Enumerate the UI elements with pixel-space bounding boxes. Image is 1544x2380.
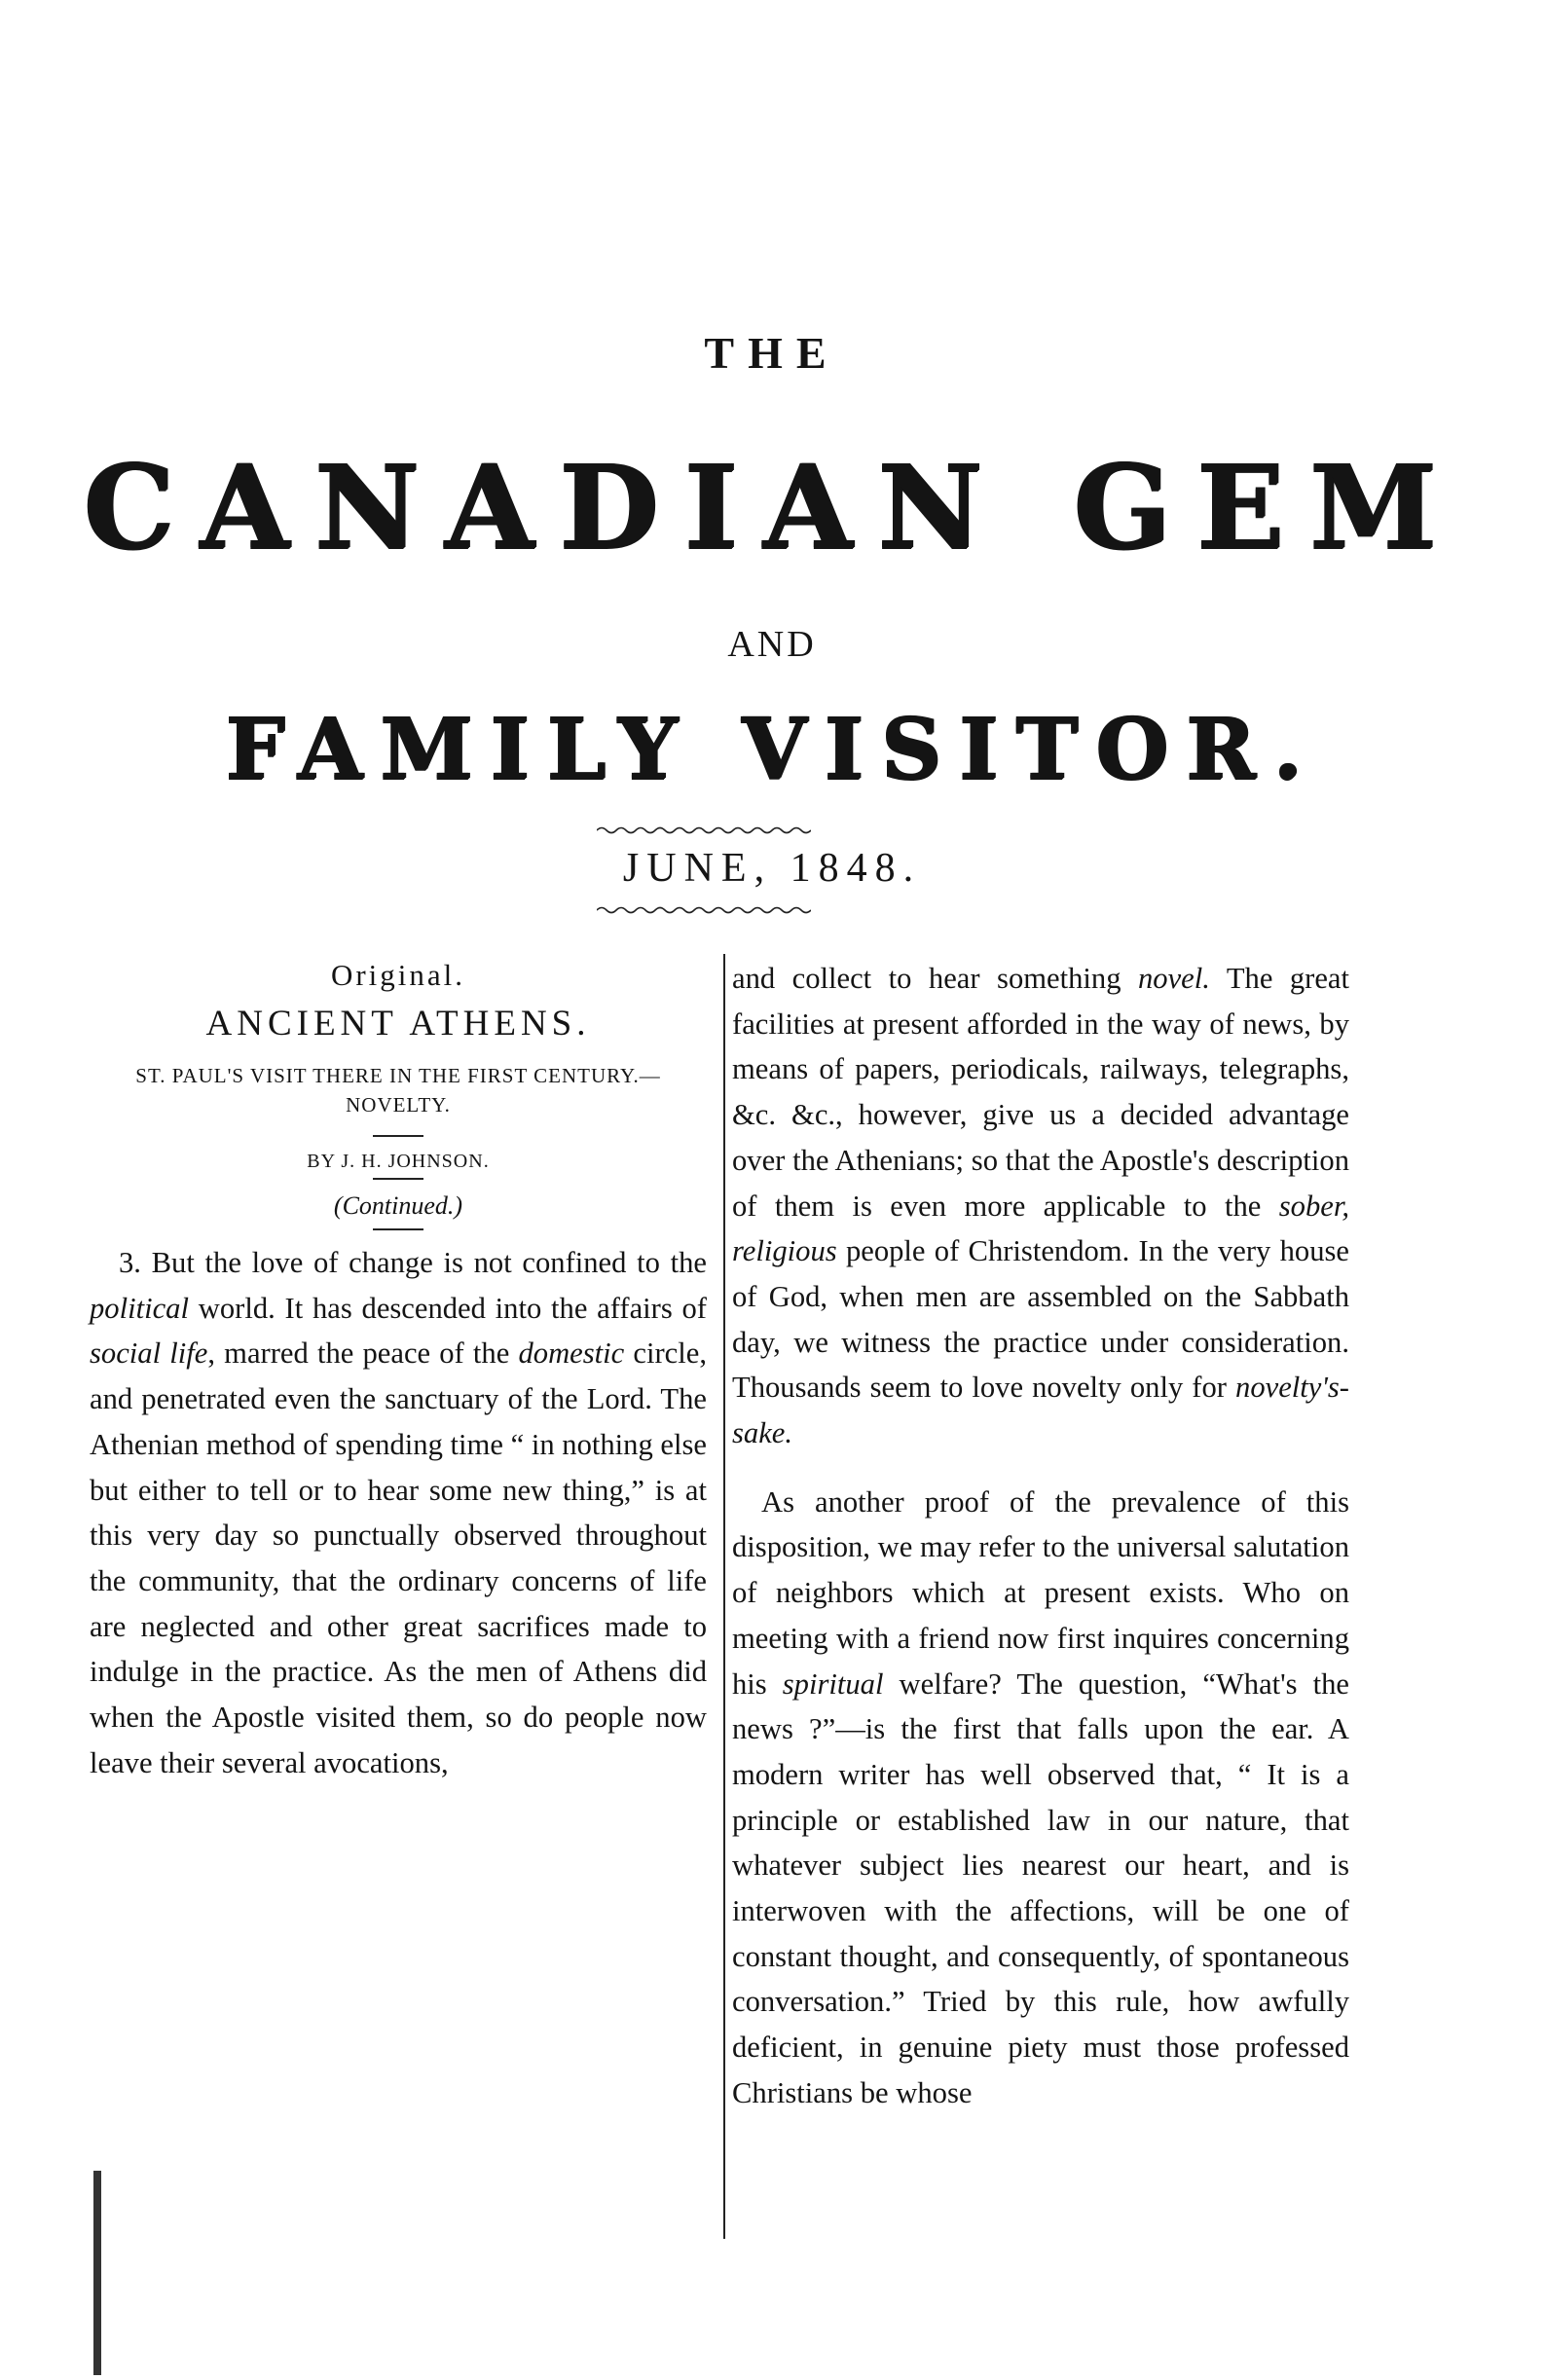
article-title: ANCIENT ATHENS. [205, 1004, 591, 1044]
masthead-and: AND [727, 624, 817, 665]
wavy-rule-top [597, 825, 811, 835]
rule-below-byline [373, 1178, 423, 1180]
paragraph-3-part-1: 3. But the love of change is not confined to the political world. It has descended into the affairs of social life, marred the peace of the domestic circle, and penetrated even the sanctuary of the Lord. The Athenian method of spending time “ in nothing else but either to tell or to hear some new thing,” is at this very day so punctually observed throughout the community, that the ordinary concerns of life are neglected and other great sacrifices made to indulge in the practice. As the men of Athens did when the Apostle visited them, so do people now leave their several avocations, [90, 1246, 707, 1779]
masthead-family-visitor: FAMILY VISITOR. [224, 700, 1320, 798]
right-column [732, 956, 1349, 2116]
article-tag: Original. [330, 958, 466, 992]
paragraph-3-part-2: and collect to hear something novel. The great facilities at present afforded in the way of news, by means of papers, periodicals, railways, telegraphs, &c. &c., however, give us a decided advantage over the Athenians; so that the Apostle's description of them is even more applicable to the sober, religious people of Christendom. In the very house of God, when men are assembled on the Sabbath day, we witness the practice under consideration. Thousands seem to love novelty only for novelty's-sake. [732, 962, 1350, 1450]
rule-below-continued [373, 1228, 423, 1230]
wavy-rule-bottom [597, 905, 811, 915]
article-subtitle: ST. PAUL'S VISIT THERE IN THE FIRST CENTURY.—NOVELTY. [135, 1064, 661, 1117]
column-divider [723, 954, 725, 2239]
rule-above-byline [373, 1135, 423, 1137]
continued-note: (Continued.) [333, 1191, 463, 1220]
masthead-canadian-gem: CANADIAN GEM [82, 439, 1462, 574]
paragraph-4: As another proof of the prevalence of this disposition, we may refer to the universal salutation of neighbors which at present exists. Who on meeting with a friend now first inquires concerning his spiritual welfare? The question, “What's the news ?”—is the first that falls upon the ear. A modern writer has well observed that, “ It is a principle or established law in our nature, that whatever subject lies nearest our heart, and is interwoven with the affections, will be one of constant thought, and consequently, of spontaneous conversation.” Tried by this rule, how awfully deficient, in genuine piety must those professed Christians be whose [732, 1484, 1349, 2109]
article-byline: BY J. H. JOHNSON. [307, 1151, 490, 1172]
paragraph-3-text-left: circle, and penetrated even the sanctuary of the Lord. The Athenian method of spending time “ in nothing else but either to tell or to hear some new thing,” is at this very day so punctually observed throughout the community, that the ordinary concerns of life are neglected and other great sacrifices made to indulge in the practice. As the men of Athens did when the Apostle visited them, so do people now leave their several avocations, [90, 1336, 707, 1779]
left-column [90, 956, 707, 1785]
scan-margin-mark [93, 2171, 101, 2375]
masthead-the: THE [704, 328, 840, 378]
issue-date: JUNE, 1848. [622, 846, 922, 891]
paragraph-3-text-right: and collect to hear something [732, 962, 1138, 995]
